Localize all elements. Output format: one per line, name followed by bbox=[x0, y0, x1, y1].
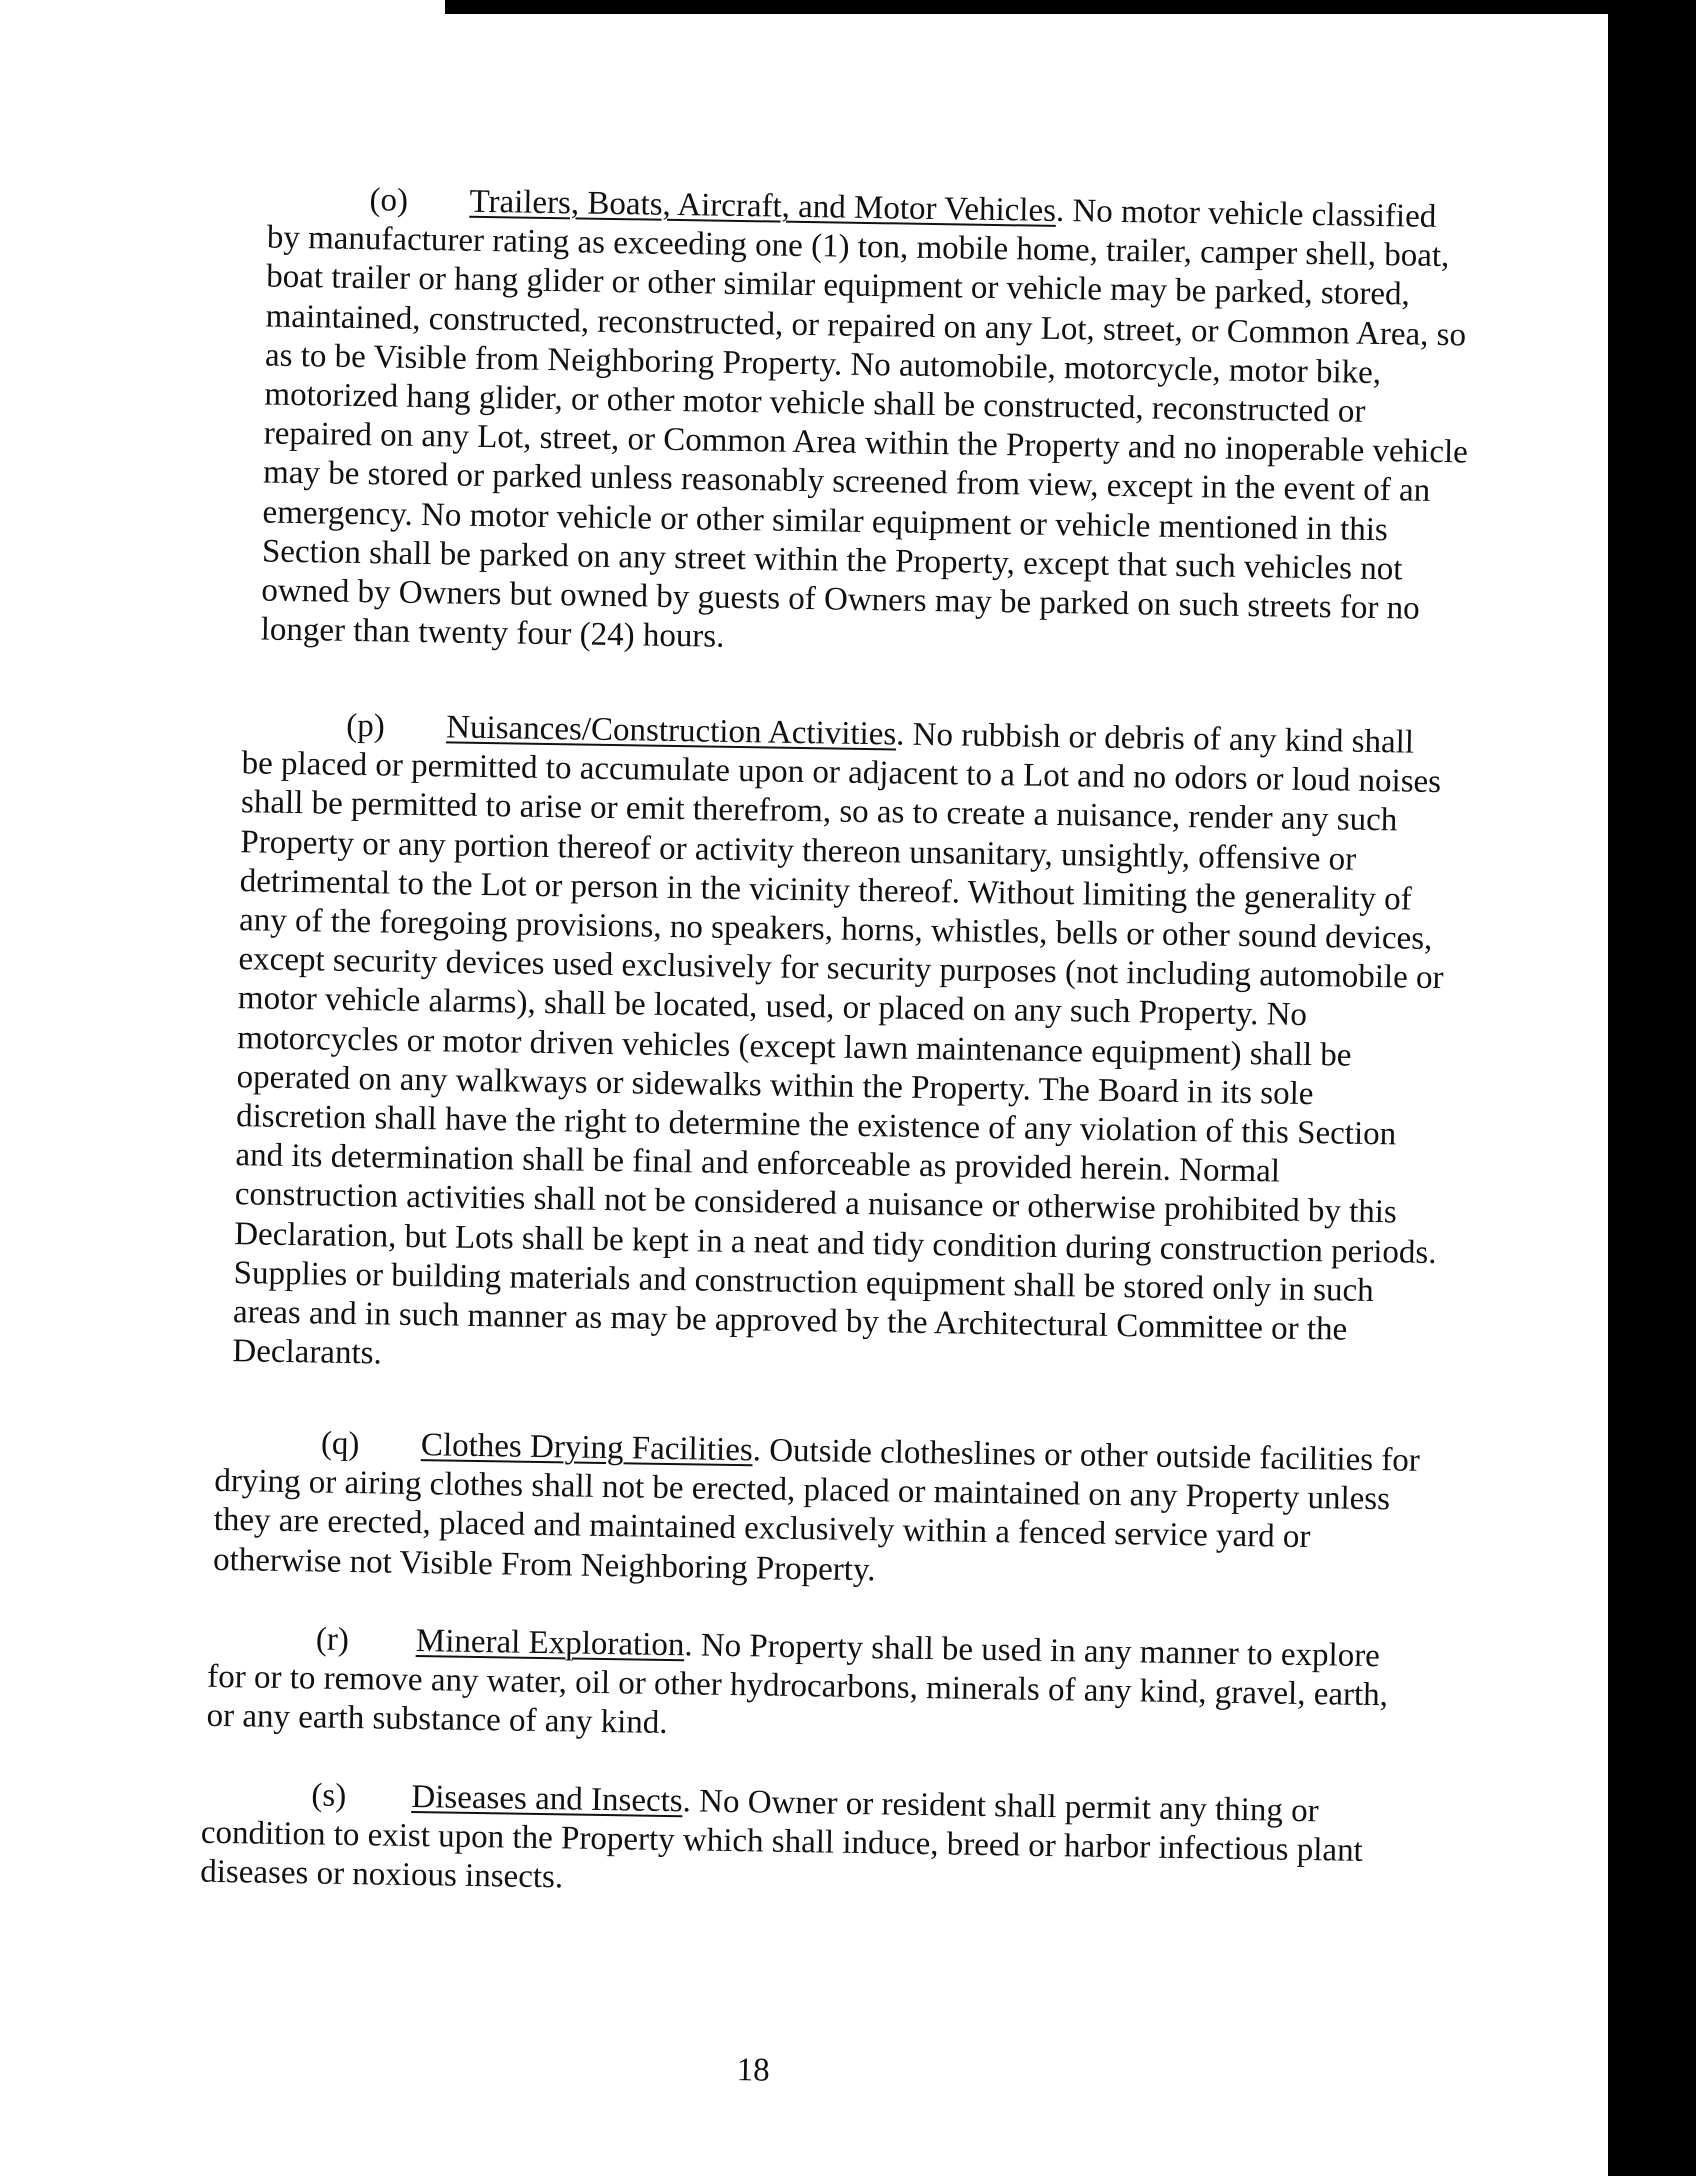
section-q-letter: (q) bbox=[320, 1425, 360, 1463]
section-p bbox=[232, 705, 1452, 1390]
section-q-body: . Outside clotheslines or other outside facilities for drying or airing clothes shall not be erected, placed or maintained on any Property unless they are erected, placed and maintained exclusively within a fenced service yard or otherwise not Visible From Neighboring Property. bbox=[212, 1432, 1421, 1588]
scan-border-right bbox=[1608, 0, 1696, 2176]
section-p-heading: Nuisances/Construction Activities bbox=[445, 709, 897, 753]
section-r-letter: (r) bbox=[315, 1621, 350, 1658]
section-p-body: . No rubbish or debris of any kind shall be placed or permitted to accumulate upon or adjacent to a Lot and no odors or loud noises shall be permitted to arise or emit therefrom, so as to create a nuisance, render any such Property or any portion thereof or activity thereon unsanitary, unsightly, offensive or detrimental to the Lot or person in the vicinity thereof. Without limiting the generality of any of the foregoing provisions, no speakers, horns, whistles, bells or other sound devices, except security devices used exclusively for security purposes (not including automobile or motor vehicle alarms), shall be located, used, or placed on any such Property. No motorcycles or motor driven vehicles (except lawn maintenance equipment) shall be operated on any walkways or sidewalks within the Property. The Board in its sole discretion shall have the right to determine the existence of any violation of this Section and its determination shall be final and enforceable as provided herein. Normal construction activities shall not be considered a nuisance or otherwise prohibited by this Declaration, but Lots shall be kept in a neat and tidy condition during construction periods. Supplies or building materials and construction equipment shall be stored only in such areas and in such manner as may be approved by the Architectural Committee or the Declarants. bbox=[232, 716, 1444, 1372]
section-o-body: . No motor vehicle classified by manufacturer rating as exceeding one (1) ton, mobile home, trailer, camper shell, boat, boat trailer or hang glider or other similar equipment or vehicle may be parked, stored, maintained, constructed, reconstructed, or repaired on any Lot, street, or Common Area, so as to be Visible from Neighboring Property. No automobile, motorcycle, motor bike, motorized hang glider, or other motor vehicle shall be constructed, reconstructed or repaired on any Lot, street, or Common Area within the Property and no inoperable vehicle may be stored or parked unless reasonably screened from view, except in the event of an emergency. No motor vehicle or other similar equipment or vehicle mentioned in this Section shall be parked on any street within the Property, except that such vehicles not owned by Owners but owned by guests of Owners may be parked on such streets for no longer than twenty four (24) hours. bbox=[260, 192, 1469, 656]
section-o-letter: (o) bbox=[369, 182, 409, 219]
section-s bbox=[200, 1775, 1412, 1912]
section-o-heading: Trailers, Boats, Aircraft, and Motor Vehicles bbox=[469, 183, 1057, 229]
section-r bbox=[206, 1619, 1418, 1756]
section-r-heading: Mineral Exploration bbox=[415, 1623, 685, 1664]
section-s-body: . No Owner or resident shall permit any thing or condition to exist upon the Property which shall induce, breed or harbor infectious plant diseases or noxious insects. bbox=[199, 1783, 1364, 1896]
section-q-heading: Clothes Drying Facilities bbox=[420, 1427, 754, 1469]
section-o bbox=[260, 180, 1477, 669]
section-q bbox=[213, 1423, 1425, 1599]
section-s-heading: Diseases and Insects bbox=[411, 1778, 683, 1820]
section-p-letter: (p) bbox=[345, 707, 386, 745]
page-number: 18 bbox=[736, 2052, 770, 2089]
section-r-body: . No Property shall be used in any manner to explore for or to remove any water, oil or other hydrocarbons, minerals of any kind, gravel, earth, or any earth substance of any kind. bbox=[206, 1627, 1389, 1742]
section-s-letter: (s) bbox=[311, 1777, 347, 1814]
